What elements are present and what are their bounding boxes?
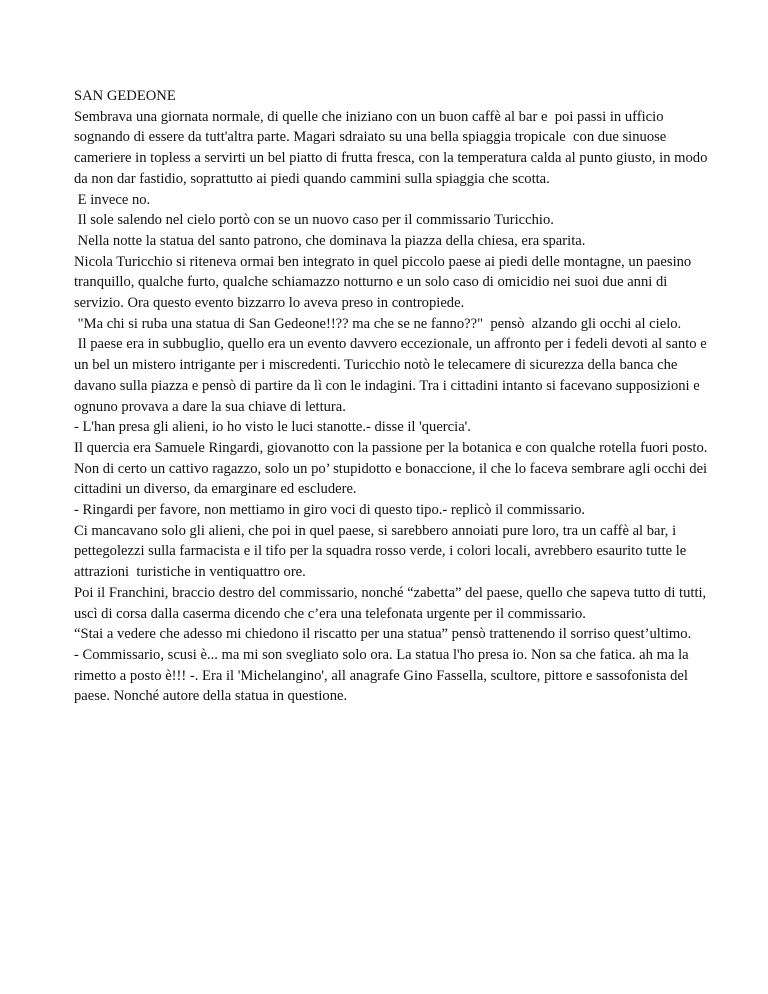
paragraph: Nicola Turicchio si riteneva ormai ben integrato in quel piccolo paese ai piedi delle montagne, un paesino tranquillo, qualche furto, qualche schiamazzo notturno e un solo caso di omicidio nei suoi due anni di servizio. Ora questo evento bizzarro lo aveva preso in contropiede. — [74, 253, 695, 312]
paragraph: Il sole salendo nel cielo portò con se un nuovo caso per il commissario Turicchio. — [74, 212, 554, 229]
paragraph: "Ma chi si ruba una statua di San Gedeone!!?? ma che se ne fanno??" pensò alzando gli occhi al cielo. — [74, 315, 682, 332]
paragraph: Il quercia era Samuele Ringardi, giovanotto con la passione per la botanica e con qualche rotella fuori posto. Non di certo un cattivo ragazzo, solo un po’ stupidotto e bonaccione, il che lo faceva sembrare agli occhi dei cittadini un diverso, da emarginare ed escludere. — [74, 439, 712, 498]
document-page — [74, 86, 714, 707]
paragraph: Il paese era in subbuglio, quello era un evento davvero eccezionale, un affronto per i fedeli devoti al santo e un bel un mistero intrigante per i miscredenti. Turicchio notò le telecamere di sicurezza della banca che davano sulla piazza e pensò di partire da lì con le indagini. Tra i cittadini intanto si facevano supposizioni e ognuno provava a dare la sua chiave di lettura. — [74, 336, 711, 415]
paragraph: - Ringardi per favore, non mettiamo in giro voci di questo tipo.- replicò il commissario. — [74, 502, 586, 519]
paragraph: Sembrava una giornata normale, di quelle che iniziano con un buon caffè al bar e poi passi in ufficio sognando di essere da tutt'altra parte. Magari sdraiato su una bella spiaggia tropicale con due sinuose cameriere in topless a servirti un bel piatto di frutta fresca, con la temperatura calda al punto giusto, in modo da non dar fastidio, soprattutto ai piedi quando cammini sulla spiaggia che scotta. — [74, 108, 712, 187]
paragraph: “Stai a vedere che adesso mi chiedono il riscatto per una statua” pensò trattenendo il sorriso quest’ultimo. — [74, 626, 692, 643]
paragraph: E invece no. — [74, 191, 151, 208]
paragraph: Poi il Franchini, braccio destro del commissario, nonché “zabetta” del paese, quello che sapeva tutto di tutti, uscì di corsa dalla caserma dicendo che c’era una telefonata urgente per il commissario. — [74, 584, 710, 622]
document-title: SAN GEDEONE — [74, 88, 176, 104]
paragraph: Ci mancavano solo gli alieni, che poi in quel paese, si sarebbero annoiati pure loro, tra un caffè al bar, i pettegolezzi sulla farmacista e il tifo per la squadra rosso verde, i colori locali, avrebbero esaurito tutte le attrazioni turistiche in ventiquattro ore. — [74, 522, 690, 581]
paragraph: - L'han presa gli alieni, io ho visto le luci stanotte.- disse il 'quercia'. — [74, 419, 471, 436]
paragraph: Nella notte la statua del santo patrono, che dominava la piazza della chiesa, era sparita. — [74, 232, 586, 249]
paragraph: - Commissario, scusi è... ma mi son svegliato solo ora. La statua l'ho presa io. Non sa che fatica. ah ma la rimetto a posto è!!! -. Era il 'Michelangino', all anagrafe Gino Fassella, scultore, pittore e sassofonista del paese. Nonché autore della statua in questione. — [74, 646, 693, 705]
